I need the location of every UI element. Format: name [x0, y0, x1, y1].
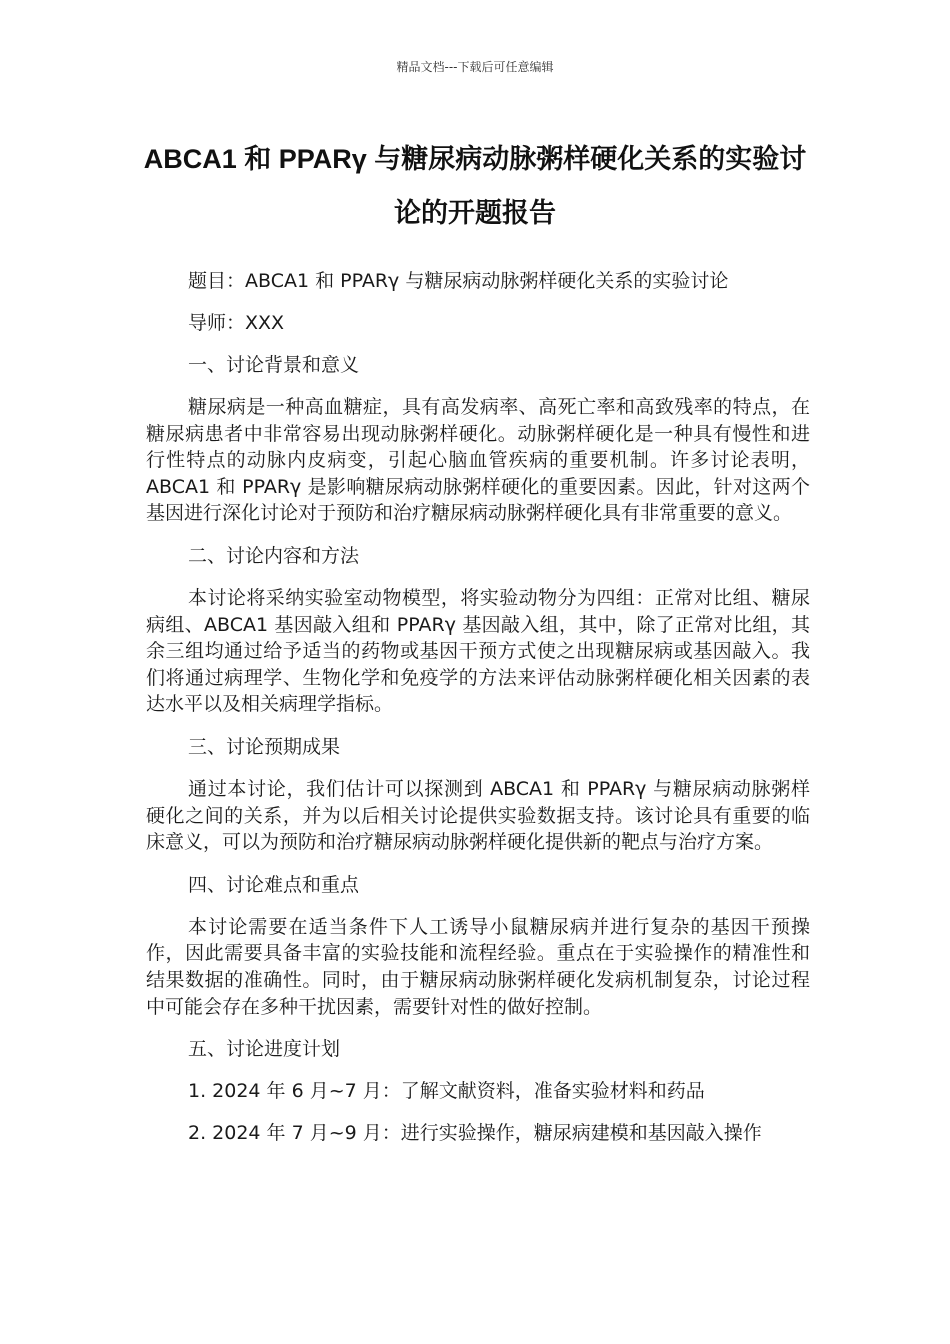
header-note: 精品文档---下载后可任意编辑: [396, 60, 554, 74]
section-paragraph-difficulties: 本讨论需要在适当条件下人工诱导小鼠糖尿病并进行复杂的基因干预操作，因此需要具备丰富的实验技能和流程经验。重点在于实验操作的精准性和结果数据的准确性。同时，由于糖尿病动脉粥样硬化发病机制复杂，讨论过程中可能会存在多种干扰因素，需要针对性的做好控制。: [146, 915, 810, 1018]
topic-line: 题目：ABCA1 和 PPARγ 与糖尿病动脉粥样硬化关系的实验讨论: [188, 270, 729, 292]
section-heading-schedule: 五、讨论进度计划: [188, 1038, 341, 1061]
section-paragraph-expected-results: 通过本讨论，我们估计可以探测到 ABCA1 和 PPARγ 与糖尿病动脉粥样硬化之间的关系，并为以后相关讨论提供实验数据支持。该讨论具有重要的临床意义，可以为预防和治疗糖尿病动脉粥样硬化提供新的靶点与治疗方案。: [146, 777, 810, 854]
schedule-item: 2. 2024 年 7 月~9 月：进行实验操作，糖尿病建模和基因敲入操作: [188, 1122, 762, 1145]
section-paragraph-content-method: 本讨论将采纳实验室动物模型，将实验动物分为四组：正常对比组、糖尿病组、ABCA1 基因敲入组和 PPARγ 基因敲入组，其中，除了正常对比组，其余三组均通过给予适当的药物或基因干预方式使之出现糖尿病或基因敲入。我们将通过病理学、生物化学和免疫学的方法来评估动脉粥样硬化相关因素的表达水平以及相关病理学指标。: [146, 586, 810, 716]
document-body: [146, 268, 810, 1162]
schedule-item: 1. 2024 年 6 月~7 月：了解文献资料，准备实验材料和药品: [188, 1080, 705, 1103]
section-heading-difficulties: 四、讨论难点和重点: [188, 873, 360, 896]
section-paragraph-background: 糖尿病是一种高血糖症，具有高发病率、高死亡率和高致残率的特点，在糖尿病患者中非常容易出现动脉粥样硬化。动脉粥样硬化是一种具有慢性和进行性特点的动脉内皮病变，引起心脑血管疾病的重要机制。许多讨论表明，ABCA1 和 PPARγ 是影响糖尿病动脉粥样硬化的重要因素。因此，针对这两个基因进行深化讨论对于预防和治疗糖尿病动脉粥样硬化具有非常重要的意义。: [146, 396, 810, 525]
section-heading-background: 一、讨论背景和意义: [188, 354, 360, 376]
document-title: ABCA1 和 PPARγ 与糖尿病动脉粥样硬化关系的实验讨论的开题报告: [143, 144, 807, 228]
advisor-line: 导师：XXX: [188, 312, 285, 334]
section-heading-expected-results: 三、讨论预期成果: [188, 735, 341, 758]
section-heading-content-method: 二、讨论内容和方法: [188, 544, 360, 567]
